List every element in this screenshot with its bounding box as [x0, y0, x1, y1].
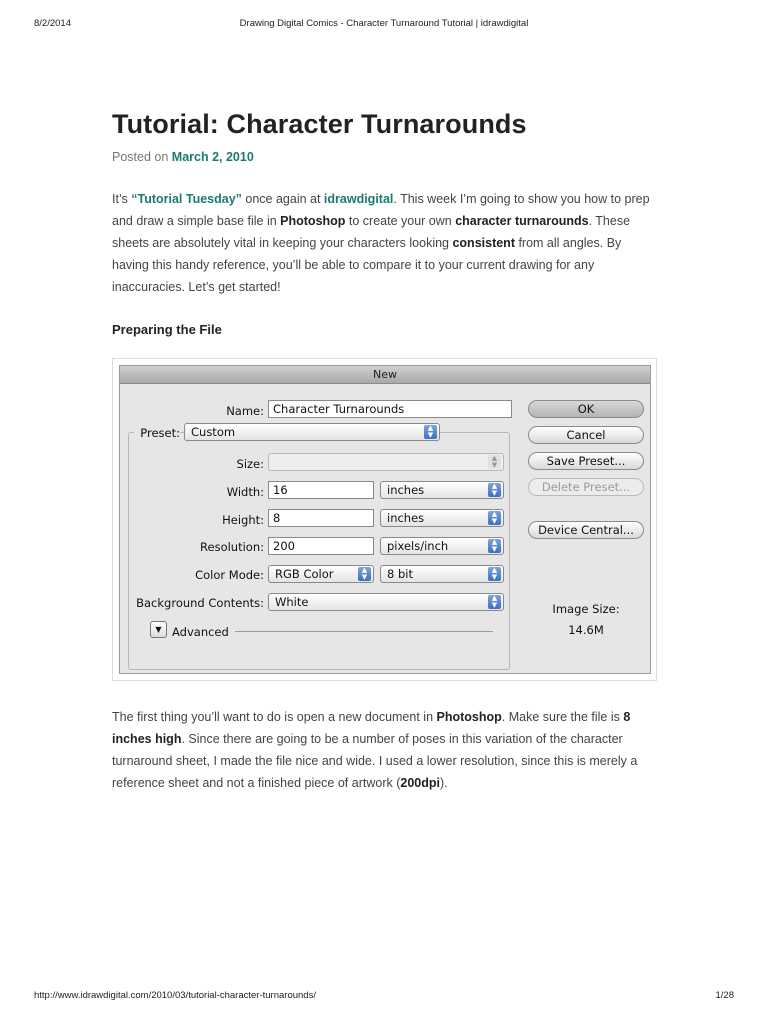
size-label: Size:	[236, 457, 264, 471]
intro-text-2: once again at	[241, 192, 324, 206]
background-value: White	[275, 595, 309, 609]
bit-depth-value: 8 bit	[387, 567, 413, 581]
post-meta	[112, 150, 657, 164]
second-text-4: ).	[439, 776, 448, 790]
page-number: 1/28	[715, 990, 734, 1001]
intro-text-6: from all angles. By having this handy reference, you’ll be able to compare it to your current drawing for any inaccuracies. Let’s get started!	[112, 236, 622, 294]
width-unit-value: inches	[387, 483, 425, 497]
second-text-1: The first thing you’ll want to do is open a new document in	[112, 710, 437, 724]
image-size-value: 14.6M	[568, 623, 604, 637]
dialog-screenshot	[112, 358, 657, 681]
section-heading: Preparing the File	[112, 322, 222, 337]
intro-text-4: to create your own	[345, 214, 456, 228]
preset-select[interactable]	[184, 423, 440, 441]
intro-bold-consistent: consistent	[452, 236, 515, 250]
save-preset-button[interactable]: Save Preset...	[528, 452, 644, 470]
color-mode-label: Color Mode:	[195, 568, 264, 582]
height-label: Height:	[222, 513, 264, 527]
select-arrows-icon: ▲ ▼	[488, 511, 501, 525]
height-unit-select[interactable]	[380, 509, 504, 527]
intro-text-1: It’s	[112, 192, 132, 206]
select-arrows-icon: ▲ ▼	[424, 425, 437, 439]
advanced-divider	[235, 631, 493, 632]
select-arrows-icon: ▲ ▼	[488, 539, 501, 553]
tutorial-tuesday-link[interactable]: “Tutorial Tuesday”	[131, 192, 242, 206]
print-date: 8/2/2014	[34, 18, 71, 29]
cancel-button[interactable]: Cancel	[528, 426, 644, 444]
intro-bold-turnarounds: character turnarounds	[455, 214, 589, 228]
select-arrows-icon: ▲ ▼	[488, 595, 501, 609]
delete-preset-button: Delete Preset...	[528, 478, 644, 496]
background-select[interactable]	[268, 593, 504, 611]
resolution-input[interactable]: 200	[268, 537, 374, 555]
width-unit-select[interactable]	[380, 481, 504, 499]
second-bold-photoshop: Photoshop	[436, 710, 502, 724]
ok-button[interactable]: OK	[528, 400, 644, 418]
name-input[interactable]: Character Turnarounds	[268, 400, 512, 418]
preset-value: Custom	[191, 425, 236, 439]
select-arrows-icon: ▲ ▼	[358, 567, 371, 581]
print-header	[34, 18, 734, 32]
select-arrows-icon: ▲ ▼	[488, 567, 501, 581]
second-text-3: . Since there are going to be a number of poses in this variation of the character turnaround sheet, I made the file nice and wide. I used a lower resolution, since this is merely a reference sheet and not a finished piece of artwork (	[112, 732, 638, 790]
intro-text-3: . This week I’m going to show you how to prep and draw a simple base file in	[112, 192, 650, 228]
resolution-unit-select[interactable]	[380, 537, 504, 555]
height-input[interactable]: 8	[268, 509, 374, 527]
advanced-disclosure-icon[interactable]: ▼	[150, 621, 167, 638]
device-central-button[interactable]: Device Central...	[528, 521, 644, 539]
bit-depth-select[interactable]	[380, 565, 504, 583]
width-input[interactable]: 16	[268, 481, 374, 499]
color-mode-select[interactable]	[268, 565, 374, 583]
posted-date-link[interactable]: March 2, 2010	[171, 150, 254, 164]
size-select	[268, 453, 504, 471]
second-bold-height: 8 inches high	[112, 710, 631, 746]
image-size-label: Image Size:	[552, 602, 620, 616]
intro-text-5: . These sheets are absolutely vital in keeping your characters looking	[112, 214, 631, 250]
second-bold-dpi: 200dpi	[400, 776, 440, 790]
page-title: Tutorial: Character Turnarounds	[112, 109, 527, 139]
width-label: Width:	[226, 485, 264, 499]
background-label: Background Contents:	[136, 596, 264, 610]
second-paragraph	[112, 706, 657, 794]
select-arrows-icon: ▲ ▼	[488, 483, 501, 497]
preset-label: Preset:	[134, 426, 180, 440]
posted-prefix: Posted on	[112, 150, 169, 164]
dialog-title: New	[120, 366, 650, 384]
resolution-unit-value: pixels/inch	[387, 539, 449, 553]
advanced-label: Advanced	[172, 625, 229, 639]
new-document-dialog	[119, 365, 651, 674]
print-footer	[34, 990, 734, 1004]
resolution-label: Resolution:	[200, 540, 264, 554]
name-label: Name:	[226, 404, 264, 418]
print-url: http://www.idrawdigital.com/2010/03/tutorial-character-turnarounds/	[34, 990, 316, 1001]
print-title: Drawing Digital Comics - Character Turnaround Tutorial | idrawdigital	[239, 18, 529, 29]
second-text-2: . Make sure the file is	[501, 710, 624, 724]
intro-bold-photoshop: Photoshop	[280, 214, 346, 228]
select-arrows-icon: ▲ ▼	[488, 455, 501, 469]
idrawdigital-link[interactable]: idrawdigital	[323, 192, 394, 206]
height-unit-value: inches	[387, 511, 425, 525]
intro-paragraph	[112, 188, 657, 298]
color-mode-value: RGB Color	[275, 567, 334, 581]
